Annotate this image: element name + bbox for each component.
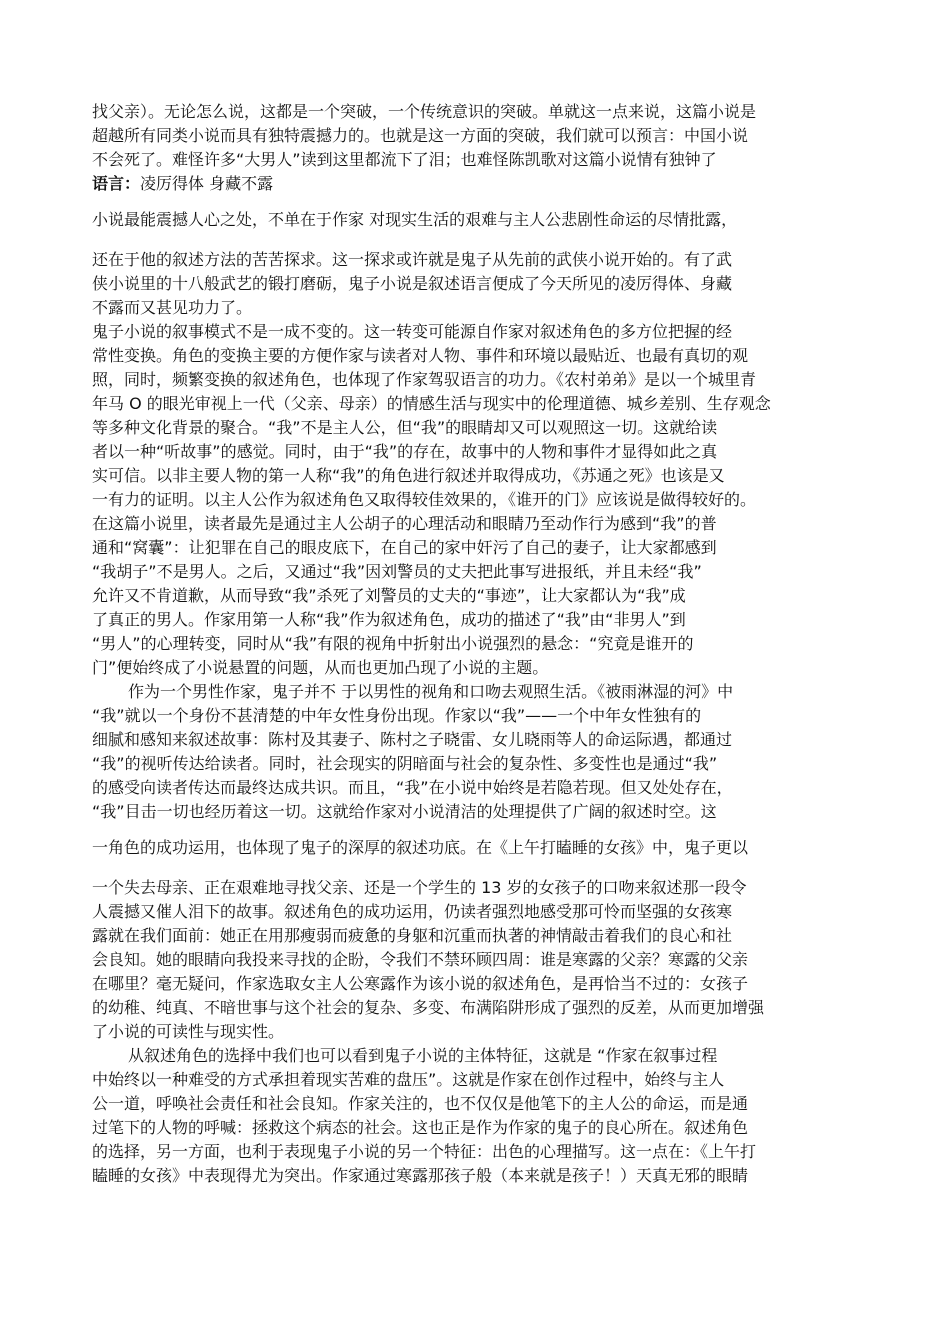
text-line: “我胡子”不是男人。之后，又通过“我”因刘警员的丈夫把此事写进报纸，并且未经“我” xyxy=(92,562,702,581)
text-line: 一个失去母亲、正在艰难地寻找父亲、还是一个学生的 13 岁的女孩子的口吻来叙述那一段令 xyxy=(92,878,747,897)
text-line: 通和“窝囊”：让犯罪在自己的眼皮底下，在自己的家中奸污了自己的妻子，让大家都感到 xyxy=(92,538,717,557)
text-line: 在这篇小说里，读者最先是通过主人公胡子的心理活动和眼睛乃至动作行为感到“我”的普 xyxy=(92,514,717,533)
text-line: 露就在我们面前：她正在用那瘦弱而疲惫的身躯和沉重而执著的神情敲击着我们的良心和社 xyxy=(92,926,733,945)
text-line: “男人”的心理转变，同时从“我”有限的视角中折射出小说强烈的悬念：“究竟是谁开的 xyxy=(92,634,694,653)
text-line: 常性变换。角色的变换主要的方便作家与读者对人物、事件和环境以最贴近、也最有真切的观 xyxy=(92,346,749,365)
text-line: 从叙述角色的选择中我们也可以看到鬼子小说的主体特征，这就是 “作家在叙事过程 xyxy=(128,1046,718,1065)
text-line: 人震撼又催人泪下的故事。叙述角色的成功运用，仍读者强烈地感受那可怜而坚强的女孩寒 xyxy=(92,902,733,921)
text-line: 不露而又甚见功力了。 xyxy=(92,298,253,317)
text-line: 了真正的男人。作家用第一人称“我”作为叙述角色，成功的描述了“我”由“非男人”到 xyxy=(92,610,686,629)
text-line: 在哪里？毫无疑问，作家选取女主人公寒露作为该小说的叙述角色，是再恰当不过的：女孩子 xyxy=(92,974,749,993)
text-line: 一角色的成功运用，也体现了鬼子的深厚的叙述功底。在《上午打瞌睡的女孩》中，鬼子更以 xyxy=(92,838,749,857)
text-line: 照，同时，频繁变换的叙述角色，也体现了作家驾驭语言的功力。《农村弟弟》是以一个城里青 xyxy=(92,370,757,389)
heading-label: 语言： xyxy=(92,174,141,193)
text-line: 的选择，另一方面，也利于表现鬼子小说的另一个特征：出色的心理描写。这一点在：《上午打 xyxy=(92,1142,757,1161)
text-line: 中始终以一种难受的方式承担着现实苦难的盘压”。这就是作家在创作过程中，始终与主人 xyxy=(92,1070,725,1089)
text-line: 实可信。以非主要人物的第一人称“我”的角色进行叙述并取得成功，《苏通之死》也该是又 xyxy=(92,466,725,485)
text-line: 的幼稚、纯真、不暗世事与这个社会的复杂、多变、布满陷阱形成了强烈的反差，从而更加增强 xyxy=(92,998,765,1017)
text-line: 找父亲）。无论怎么说，这都是一个突破，一个传统意识的突破。单就这一点来说，这篇小说是 xyxy=(92,102,757,121)
text-line: 的感受向读者传达而最终达成共识。而且，“我”在小说中始终是若隐若现。但又处处存在， xyxy=(92,778,733,797)
text-line: 鬼子小说的叙事模式不是一成不变的。这一转变可能源自作家对叙述角色的多方位把握的经 xyxy=(92,322,733,341)
text-line: 瞌睡的女孩》中表现得尤为突出。作家通过寒露那孩子般（本来就是孩子！）天真无邪的眼睛 xyxy=(92,1166,749,1185)
section-heading xyxy=(92,172,273,196)
text-line: “我”目击一切也经历着这一切。这就给作家对小说清洁的处理提供了广阔的叙述时空。这 xyxy=(92,802,717,821)
text-line: “我”就以一个身份不甚清楚的中年女性身份出现。作家以“我”——一个中年女性独有的 xyxy=(92,706,702,725)
text-line: 允许又不肯道歉，从而导致“我”杀死了刘警员的丈夫的“事迹”，让大家都认为“我”成 xyxy=(92,586,686,605)
text-line: 会良知。她的眼睛向我投来寻找的企盼，令我们不禁环顾四周：谁是寒露的父亲？寒露的父亲 xyxy=(92,950,749,969)
text-line: 侠小说里的十八般武艺的锻打磨砺，鬼子小说是叙述语言便成了今天所见的凌厉得体、身藏 xyxy=(92,274,733,293)
text-line: 作为一个男性作家，鬼子并不 于以男性的视角和口吻去观照生活。《被雨淋湿的河》中 xyxy=(128,682,734,701)
text-line: 门”便始终成了小说悬置的问题，从而也更加凸现了小说的主题。 xyxy=(92,658,549,677)
text-line: 年马 O 的眼光审视上一代（父亲、母亲）的情感生活与现实中的伦理道德、城乡差别、生存观念 xyxy=(92,394,771,413)
text-line: 等多种文化背景的聚合。“我”不是主人公，但“我”的眼睛却又可以观照这一切。这就给读 xyxy=(92,418,718,437)
text-line: 了小说的可读性与现实性。 xyxy=(92,1022,285,1041)
text-line: 还在于他的叙述方法的苦苦探求。这一探求或许就是鬼子从先前的武侠小说开始的。有了武 xyxy=(92,250,733,269)
text-line: 细腻和感知来叙述故事：陈村及其妻子、陈村之子晓雷、女儿晓雨等人的命运际遇，都通过 xyxy=(92,730,733,749)
text-line: 不会死了。难怪许多“大男人”读到这里都流下了泪；也难怪陈凯歌对这篇小说情有独钟了 xyxy=(92,150,717,169)
text-line: 小说最能震撼人心之处，不单在于作家 对现实生活的艰难与主人公悲剧性命运的尽情批露， xyxy=(92,210,738,229)
text-line: 过笔下的人物的呼喊：拯救这个病态的社会。这也正是作为作家的鬼子的良心所在。叙述角色 xyxy=(92,1118,749,1137)
text-line: 者以一种“听故事”的感觉。同时，由于“我”的存在，故事中的人物和事件才显得如此之真 xyxy=(92,442,718,461)
heading-text: 凌厉得体 身藏不露 xyxy=(140,174,274,193)
text-line: “我”的视听传达给读者。同时，社会现实的阴暗面与社会的复杂性、多变性也是通过“我” xyxy=(92,754,718,773)
text-line: 一有力的证明。以主人公作为叙述角色又取得较佳效果的，《谁开的门》应该说是做得较好的。 xyxy=(92,490,757,509)
text-line: 公一道，呼唤社会责任和社会良知。作家关注的，也不仅仅是他笔下的主人公的命运，而是通 xyxy=(92,1094,749,1113)
text-line: 超越所有同类小说而具有独特震撼力的。也就是这一方面的突破，我们就可以预言：中国小说 xyxy=(92,126,749,145)
